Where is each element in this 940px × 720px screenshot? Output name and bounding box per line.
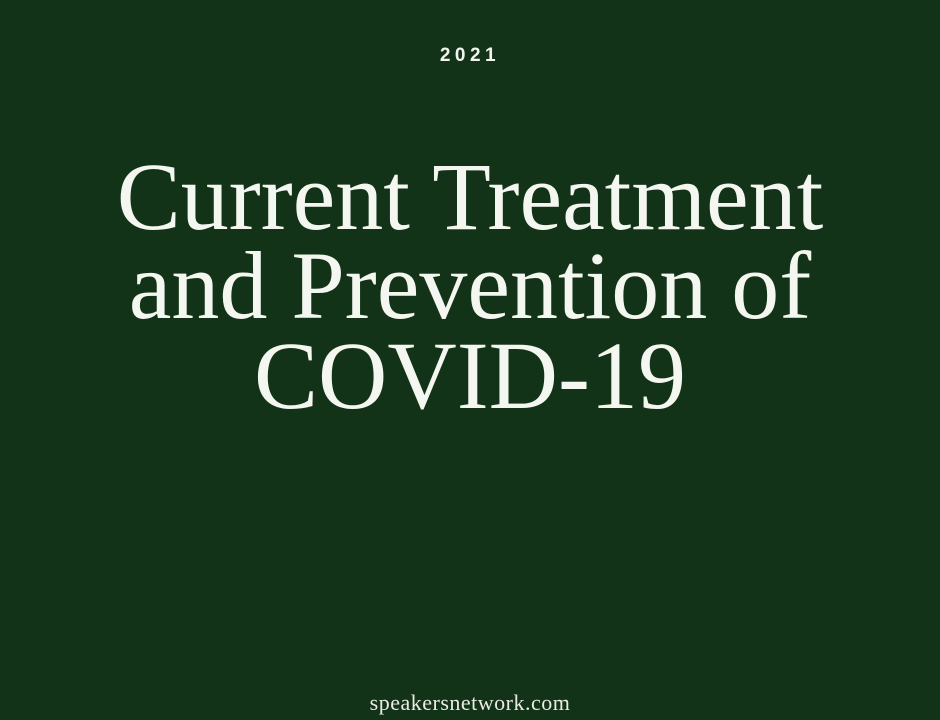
footer-website: speakersnetwork.com — [369, 690, 571, 715]
title-container — [0, 143, 940, 429]
page-title: Current Treatment and Prevention of COVID-19 — [116, 143, 824, 429]
year-label: 2021 — [439, 45, 501, 66]
